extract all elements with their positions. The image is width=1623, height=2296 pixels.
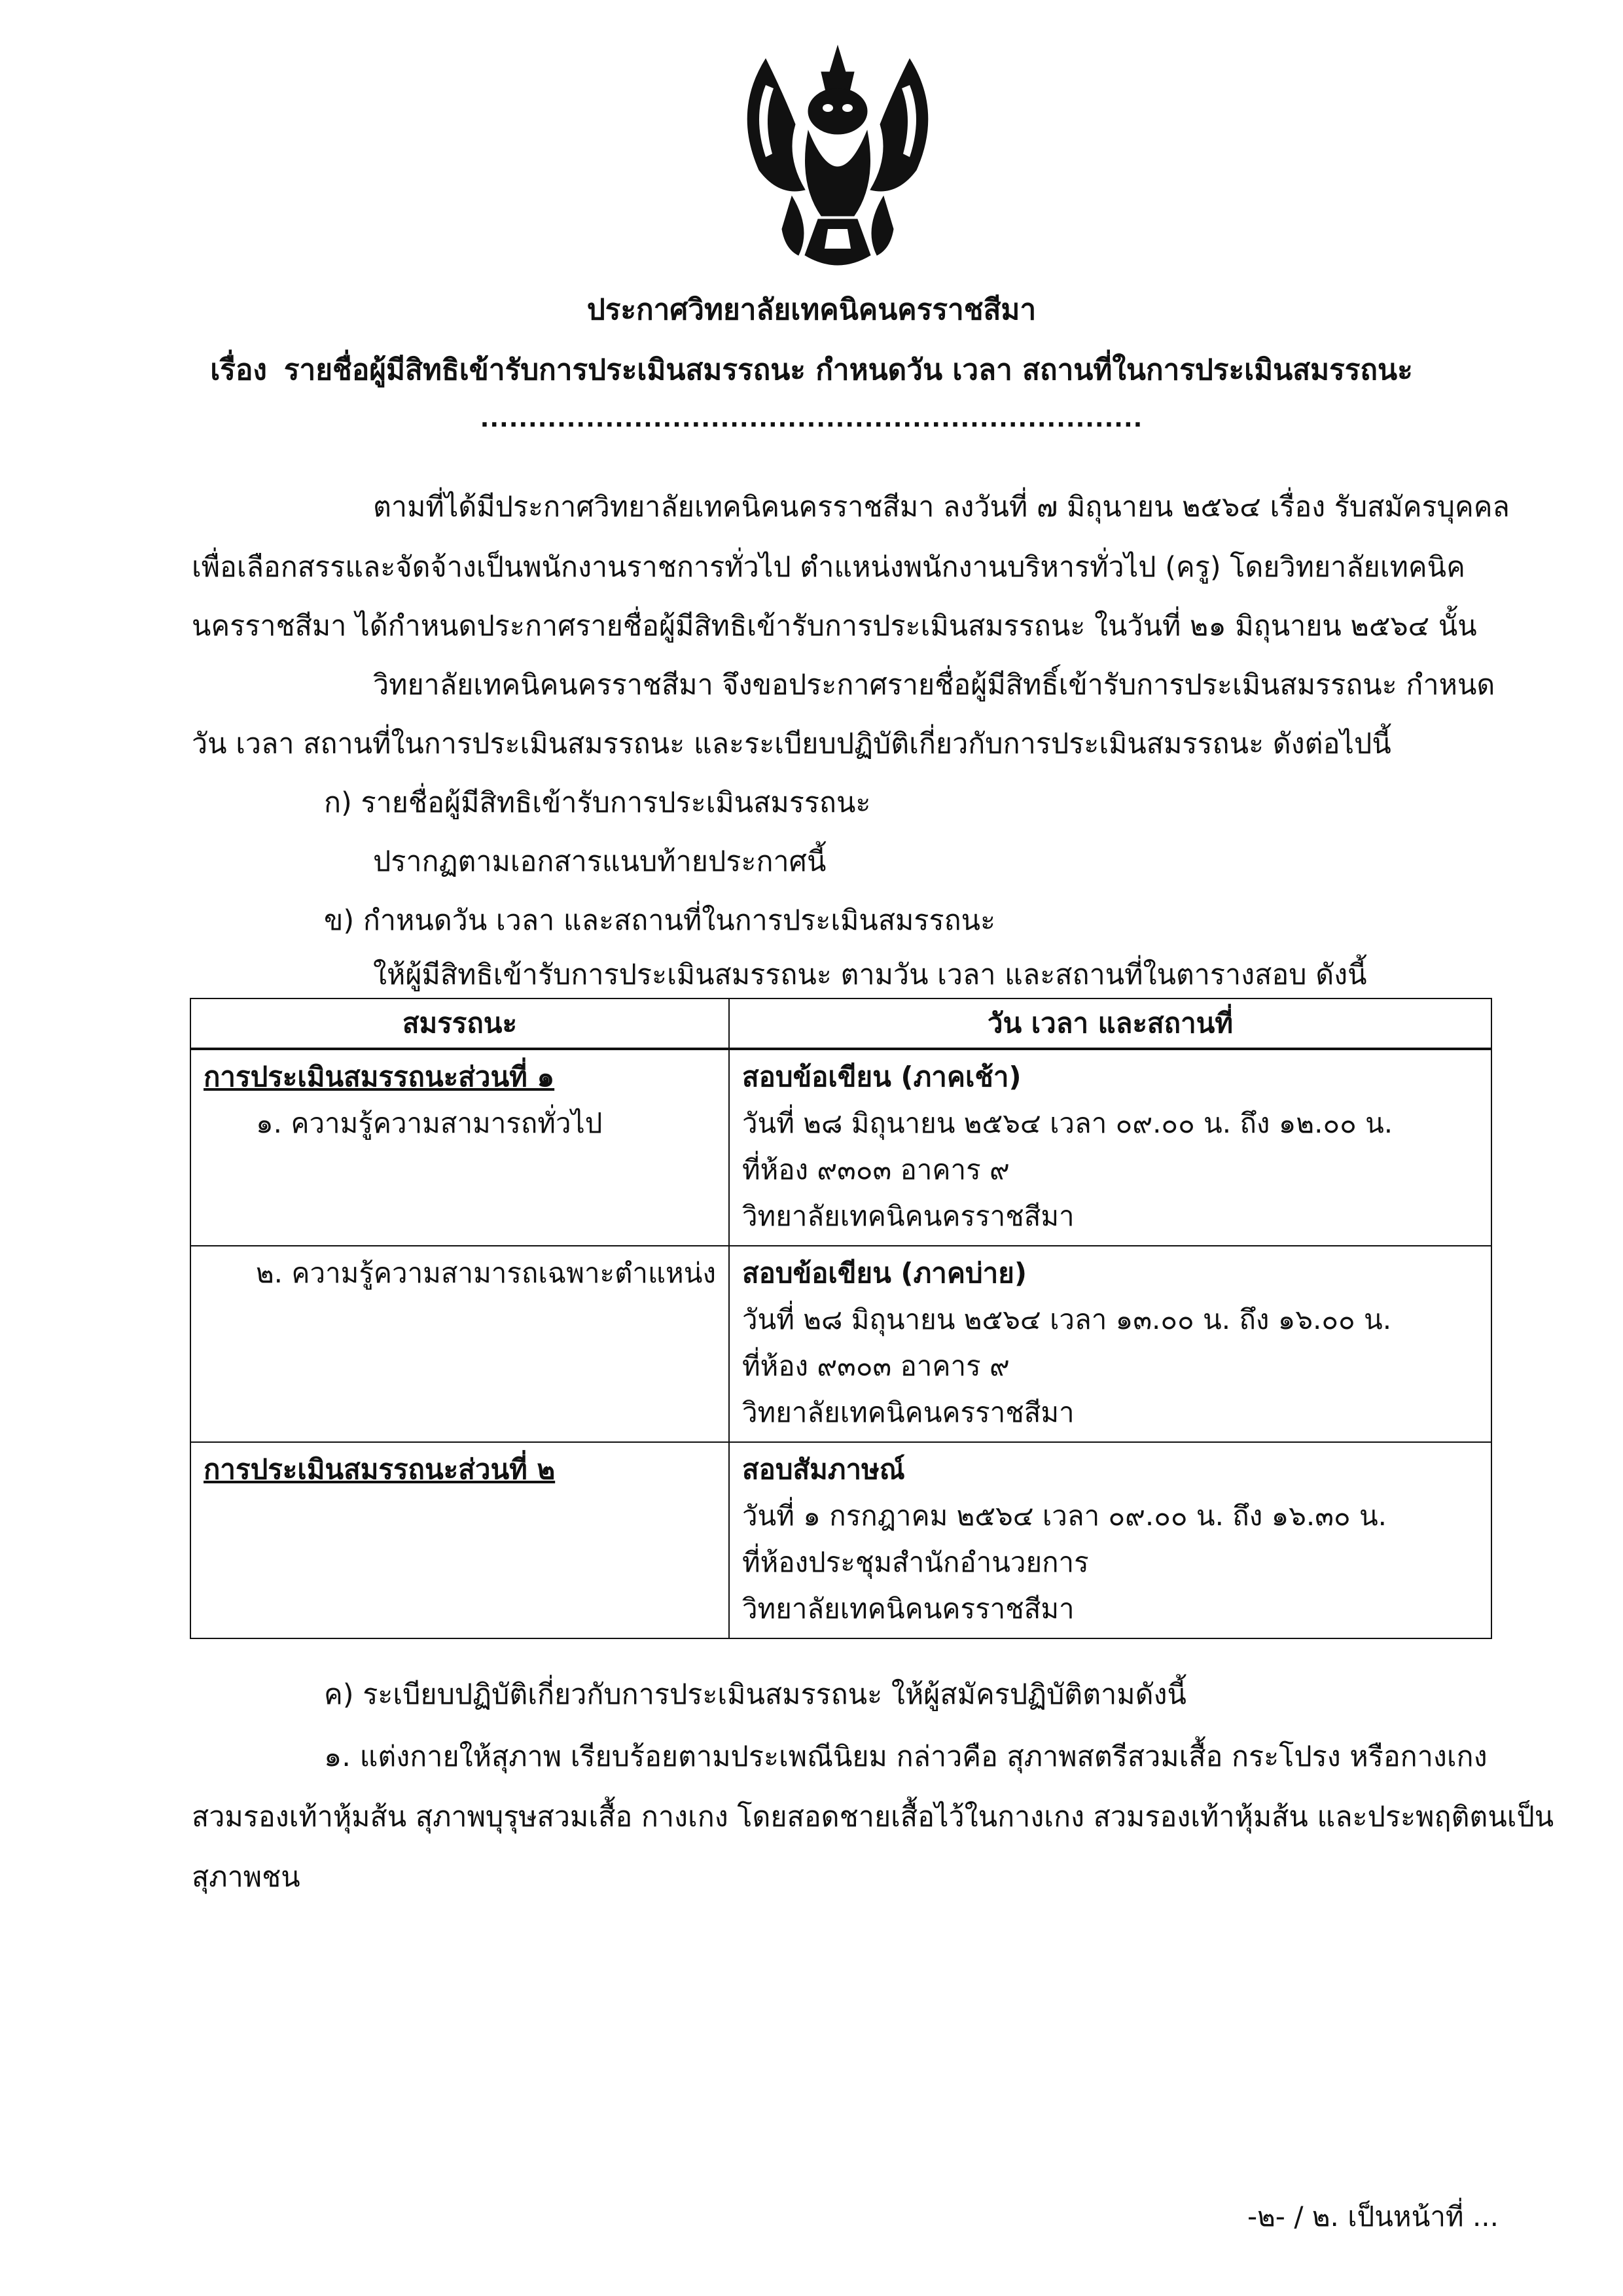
item-b-detail: ให้ผู้มีสิทธิเข้ารับการประเมินสมรรถนะ ตามวัน เวลา และสถานที่ในตารางสอบ ดังนี้ bbox=[373, 959, 1367, 991]
announcement-subject bbox=[0, 347, 1623, 393]
exam-type: สอบสัมภาษณ์ bbox=[741, 1453, 905, 1485]
announcement-title: ประกาศวิทยาลัยเทคนิคนครราชสีมา bbox=[586, 293, 1037, 327]
table-row bbox=[190, 1442, 1491, 1638]
paragraph-1-line-2: เพื่อเลือกสรรและจัดจ้างเป็นพนักงานราชการทั่วไป ตำแหน่งพนักงานบริหารทั่วไป (ครู) โดยวิทยาลัยเทคนิค bbox=[192, 551, 1465, 584]
paragraph-1-line-3: นครราชสีมา ได้กำหนดประกาศรายชื่อผู้มีสิทธิเข้ารับการประเมินสมรรถนะ ในวันที่ ๒๑ มิถุนายน ๒๕๖๔ นั้น bbox=[192, 610, 1477, 643]
section-2-heading: การประเมินสมรรถนะส่วนที่ ๒ bbox=[204, 1453, 556, 1485]
item-b-heading: ข) กำหนดวัน เวลา และสถานที่ในการประเมินสมรรถนะ bbox=[324, 904, 996, 937]
exam-room: ที่ห้องประชุมสำนักอำนวยการ bbox=[741, 1546, 1089, 1578]
rule-1-line-2: สวมรองเท้าหุ้มส้น สุภาพบุรุษสวมเสื้อ กางเกง โดยสอดชายเสื้อไว้ในกางเกง สวมรองเท้าหุ้มส้น และประพฤติตนเป็น bbox=[192, 1801, 1554, 1833]
exam-schedule-table bbox=[190, 998, 1492, 1639]
table-header-row bbox=[190, 998, 1491, 1049]
paragraph-1-line-1: ตามที่ได้มีประกาศวิทยาลัยเทคนิคนครราชสีมา ลงวันที่ ๗ มิถุนายน ๒๕๖๔ เรื่อง รับสมัครบุคคล bbox=[373, 491, 1510, 523]
exam-room: ที่ห้อง ๙๓๐๓ อาคาร ๙ bbox=[741, 1154, 1010, 1186]
next-page-indicator: -๒- / ๒. เป็นหน้าที่ ... bbox=[1247, 2200, 1499, 2233]
exam-type: สอบข้อเขียน (ภาคเช้า) bbox=[741, 1061, 1022, 1093]
title-divider-dots: ..................................................................... bbox=[480, 406, 1143, 433]
subject-text: รายชื่อผู้มีสิทธิเข้ารับการประเมินสมรรถนะ กำหนดวัน เวลา สถานที่ในการประเมินสมรรถนะ bbox=[283, 353, 1413, 387]
exam-type: สอบข้อเขียน (ภาคบ่าย) bbox=[741, 1257, 1027, 1289]
item-a-heading: ก) รายชื่อผู้มีสิทธิเข้ารับการประเมินสมรรถนะ bbox=[324, 786, 871, 819]
item-c-heading: ค) ระเบียบปฏิบัติเกี่ยวกับการประเมินสมรรถนะ ให้ผู้สมัครปฏิบัติตามดังนี้ bbox=[324, 1678, 1186, 1711]
item-a-detail: ปรากฏตามเอกสารแนบท้ายประกาศนี้ bbox=[373, 845, 827, 878]
paragraph-2-line-2: วัน เวลา สถานที่ในการประเมินสมรรถนะ และระเบียบปฏิบัติเกี่ยวกับการประเมินสมรรถนะ ดังต่อไปนี้ bbox=[192, 728, 1391, 760]
competency-item: ๑. ความรู้ความสามารถทั่วไป bbox=[256, 1107, 603, 1139]
competency-column-header: สมรรถนะ bbox=[190, 998, 729, 1049]
garuda-emblem-icon bbox=[720, 33, 955, 281]
exam-room: ที่ห้อง ๙๓๐๓ อาคาร ๙ bbox=[741, 1350, 1010, 1382]
rule-1-line-3: สุภาพชน bbox=[192, 1861, 300, 1894]
section-1-heading: การประเมินสมรรถนะส่วนที่ ๑ bbox=[204, 1061, 555, 1093]
subject-label: เรื่อง bbox=[210, 353, 267, 387]
exam-date: วันที่ ๒๘ มิถุนายน ๒๕๖๔ เวลา ๑๓.๐๐ น. ถึง ๑๖.๐๐ น. bbox=[741, 1303, 1392, 1335]
exam-date: วันที่ ๑ กรกฎาคม ๒๕๖๔ เวลา ๐๙.๐๐ น. ถึง ๑๖.๓๐ น. bbox=[741, 1500, 1387, 1532]
competency-item: ๒. ความรู้ความสามารถเฉพาะตำแหน่ง bbox=[256, 1257, 716, 1289]
rule-1-line-1: ๑. แต่งกายให้สุภาพ เรียบร้อยตามประเพณีนิยม กล่าวคือ สุภาพสตรีสวมเสื้อ กระโปรง หรือกางเกง bbox=[324, 1740, 1488, 1773]
exam-place: วิทยาลัยเทคนิคนครราชสีมา bbox=[741, 1396, 1075, 1428]
table-row bbox=[190, 1049, 1491, 1246]
table-row bbox=[190, 1246, 1491, 1442]
exam-place: วิทยาลัยเทคนิคนครราชสีมา bbox=[741, 1200, 1075, 1232]
paragraph-2-line-1: วิทยาลัยเทคนิคนครราชสีมา จึงขอประกาศรายชื่อผู้มีสิทธิ์เข้ารับการประเมินสมรรถนะ กำหนด bbox=[373, 669, 1495, 701]
exam-date: วันที่ ๒๘ มิถุนายน ๒๕๖๔ เวลา ๐๙.๐๐ น. ถึง ๑๒.๐๐ น. bbox=[741, 1107, 1393, 1139]
exam-place: วิทยาลัยเทคนิคนครราชสีมา bbox=[741, 1593, 1075, 1625]
datetime-place-column-header: วัน เวลา และสถานที่ bbox=[729, 998, 1491, 1049]
